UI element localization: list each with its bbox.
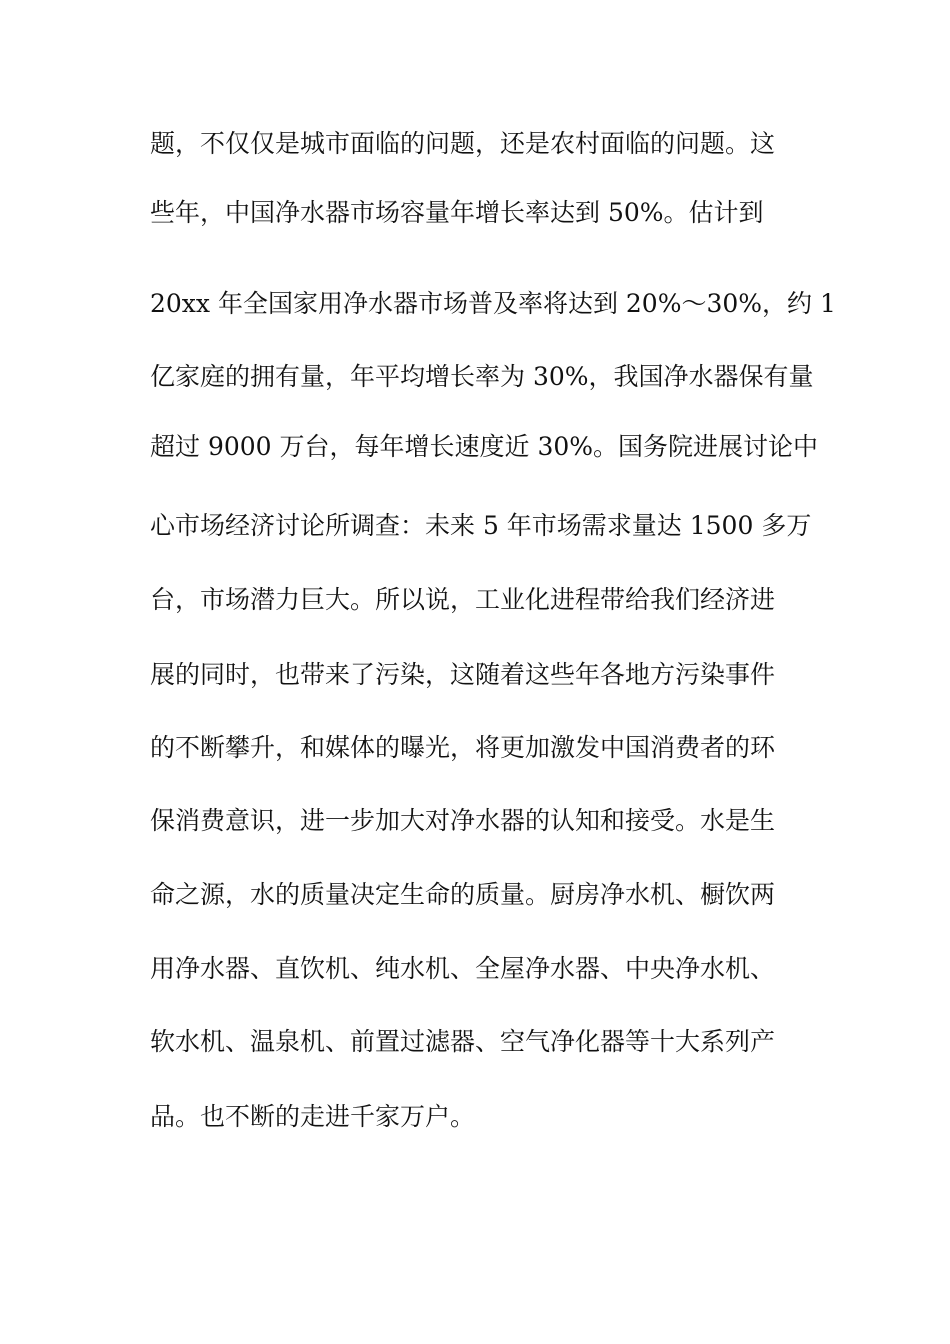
paragraph-line: 软水机、温泉机、前置过滤器、空气净化器等十大系列产 bbox=[150, 1027, 776, 1056]
paragraph-line: 命之源，水的质量决定生命的质量。厨房净水机、橱饮两 bbox=[150, 880, 776, 909]
paragraph-line: 题，不仅仅是城市面临的问题，还是农村面临的问题。这 bbox=[150, 129, 776, 158]
paragraph-line: 品。也不断的走进千家万户。 bbox=[150, 1102, 476, 1131]
paragraph-line: 亿家庭的拥有量，年平均增长率为 30%，我国净水器保有量 bbox=[150, 362, 814, 391]
paragraph-line: 心市场经济讨论所调查：未来 5 年市场需求量达 1500 多万 bbox=[150, 511, 812, 540]
paragraph-line: 台，市场潜力巨大。所以说，工业化进程带给我们经济进 bbox=[150, 585, 776, 614]
paragraph-line: 保消费意识，进一步加大对净水器的认知和接受。水是生 bbox=[150, 806, 776, 835]
paragraph-line: 的不断攀升，和媒体的曝光，将更加激发中国消费者的环 bbox=[150, 733, 776, 762]
paragraph-line: 展的同时，也带来了污染，这随着这些年各地方污染事件 bbox=[150, 660, 776, 689]
paragraph-line: 20xx 年全国家用净水器市场普及率将达到 20%～30%，约 1 bbox=[150, 289, 836, 318]
paragraph-line: 用净水器、直饮机、纯水机、全屋净水器、中央净水机、 bbox=[150, 954, 776, 983]
paragraph-line: 些年，中国净水器市场容量年增长率达到 50%。估计到 bbox=[150, 198, 764, 227]
paragraph-line: 超过 9000 万台，每年增长速度近 30%。国务院进展讨论中 bbox=[150, 432, 819, 461]
